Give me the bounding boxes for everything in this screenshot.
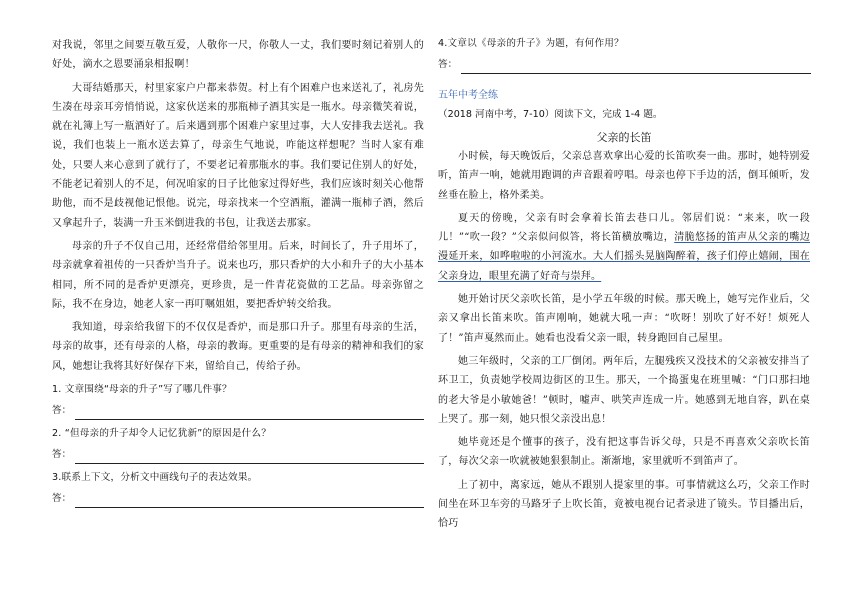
question-3: 3.联系上下文，分析文中画线句子的表达效果。: [52, 472, 258, 484]
question-2: 2. “但母亲的升子却令人记忆犹新”的原因是什么？: [52, 428, 272, 440]
left-column: [52, 36, 424, 508]
answer-row-4[interactable]: [438, 56, 810, 74]
paragraph: 母亲的升子不仅自己用，还经常借给邻里用。后来，时间长了，升子用坏了，母亲就拿着祖传的一只香炉当升子。说来也巧，那只香炉的大小和升子的大小基本相同，所不同的是香炉更漂亮，更珍贵，是一件青花瓷做的工艺品。母亲弥留之际，我不在身边，她老人家一再叮嘱姐姐，要把香炉转交给我。: [52, 240, 424, 310]
paragraph-text: 夏天的傍晚，父亲有时会拿着长笛去巷口儿。邻居们说：“来来，吹一段儿！”“吹一段？”父亲似问似答，将长笛横放嘴边，: [438, 212, 810, 244]
paragraph: [438, 209, 810, 286]
source-note: （2018 河南中考，7-10）阅读下文，完成 1-4 题。: [438, 109, 663, 120]
paragraph: 上了初中，离家远，她从不跟别人提家里的事。可事情就这么巧，父亲工作时间坐在环卫车旁的马路牙子上吹长笛，竟被电视台记者录进了镜头。节目播出后，恰巧: [438, 479, 810, 530]
paragraph: 对我说，邻里之间要互敬互爱，人敬你一尺，你敬人一丈，我们要时刻记着别人的好处，滴水之恩要涌泉相报啊！: [52, 40, 424, 71]
answer-label: 答：: [52, 449, 72, 461]
right-column: [438, 36, 810, 534]
paragraph: 小时候，每天晚饭后，父亲总喜欢拿出心爱的长笛吹奏一曲。那时，她特别爱听，笛声一响，她就用跑调的声音跟着哼唱。母亲也停下手边的活，倒耳倾听，发丝垂在脸上，格外柔美。: [438, 151, 810, 201]
answer-row-3[interactable]: [52, 490, 424, 508]
answer-row-2[interactable]: [52, 446, 424, 464]
paragraph: 她开始讨厌父亲吹长笛，是小学五年级的时候。那天晚上，她写完作业后，父亲又拿出长笛来吹。笛声刚响，她就大吼一声：“吹呀！别吹了好不好！烦死人了！”笛声戛然而止。她看也没看父亲一眼，转身跑回自己屋里。: [438, 294, 810, 344]
answer-label: 答：: [438, 59, 458, 70]
question-1: 1. 文章围绕“母亲的升子”写了哪几件事？: [52, 384, 232, 396]
section-heading: 五年中考全练: [438, 90, 498, 101]
underlined-sentence: 清脆悠扬的笛声从父亲的嘴边漫延开来，如哗啦啦的小河流水。大人们摇头晃脑陶醉着，孩子们停止嬉闹，围在父亲身边，眼里充满了好奇与崇拜。: [438, 232, 810, 282]
paragraph: 大哥结婚那天，村里家家户户都来恭贺。村上有个困难户也来送礼了，礼房先生凑在母亲耳旁悄悄说，这家伙送来的那瓶柿子酒其实是一瓶水。母亲微笑着说，就在礼簿上写一瓶酒好了。后来遇到那个困难户家里过事，大人安排我去送礼。我说，我们也装上一瓶水送去算了，母亲生气地说，咋能这样想呢？当时人家有难处，只要人来心意到了就行了，不要老记着那瓶水的事。我们要记住别人的好处，不能老记着别人的不足，何况咱家的日子比他家过得好些，我们应该时刻关心他帮助他，而不是歧视他记恨他。说完，母亲找来一个空酒瓶，灌满一瓶柿子酒，然后又拿起升子，装满一升玉米倒进我的书包，让我送去那家。: [52, 82, 424, 229]
answer-line[interactable]: [75, 495, 424, 508]
answer-label: 答：: [52, 405, 72, 417]
answer-label: 答：: [52, 493, 72, 505]
article-title: 父亲的长笛: [596, 131, 652, 144]
question-4: 4.文章以《母亲的升子》为题，有何作用？: [438, 38, 624, 49]
answer-line[interactable]: [75, 451, 424, 464]
answer-line[interactable]: [75, 407, 424, 420]
paragraph: 她毕竟还是个懂事的孩子，没有把这事告诉父母，只是不再喜欢父亲吹长笛了，每次父亲一吹就被她狠狠制止。渐渐地，家里就听不到笛声了。: [438, 437, 810, 468]
answer-row-1[interactable]: [52, 402, 424, 420]
paragraph: 我知道，母亲给我留下的不仅仅是香炉，而是那口升子。那里有母亲的生活，母亲的故事，还有母亲的人格，母亲的教诲。更重要的是有母亲的精神和我们的家风，她想让我将其好好保存下来，留给自己，传给子孙。: [52, 322, 424, 372]
answer-line[interactable]: [461, 61, 811, 74]
paragraph: 她三年级时，父亲的工厂倒闭。两年后，左腿残疾又没技术的父亲被安排当了环卫工，负责她学校周边街区的卫生。那天，一个捣蛋鬼在班里喊：“门口那扫地的老大爷是小敏她爸！”顿时，嘘声、哄笑声连成一片。她感到无地自容，趴在桌上哭了。那一刻，她只恨父亲没出息！: [438, 355, 810, 425]
